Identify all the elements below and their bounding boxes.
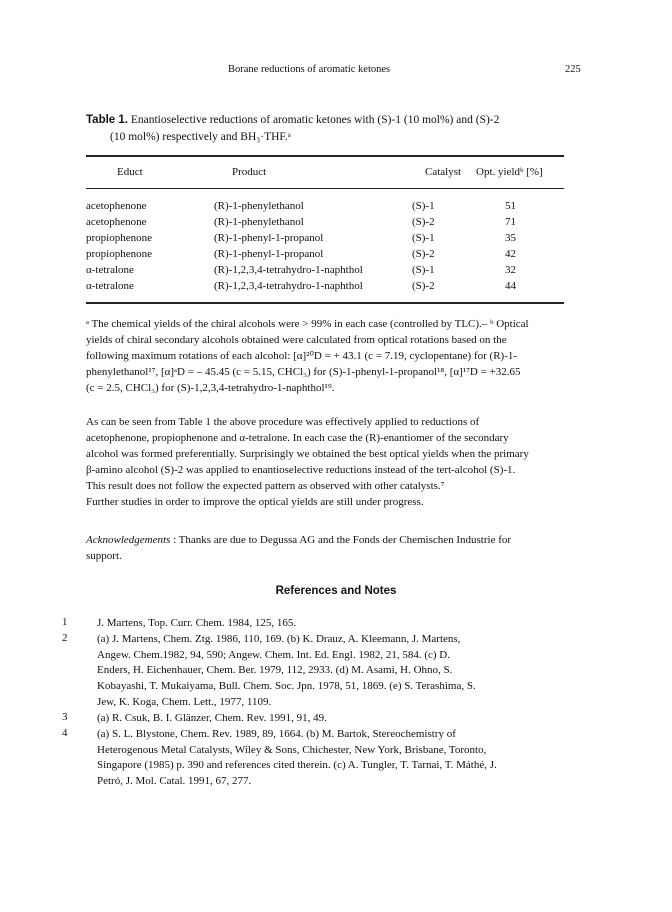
cell-product: (R)-1-phenyl-1-propanol bbox=[214, 232, 324, 244]
reference-line: Jew, K. Koga, Chem. Lett., 1977, 1109. bbox=[97, 695, 272, 708]
cell-catalyst: (S)-1 bbox=[412, 232, 435, 244]
cell-product: (R)-1-phenylethanol bbox=[214, 200, 304, 212]
reference-line: J. Martens, Top. Curr. Chem. 1984, 125, 165. bbox=[97, 617, 297, 629]
references-heading: References and Notes bbox=[275, 585, 397, 597]
cell-catalyst: (S)-1 bbox=[412, 200, 435, 212]
cell-educt: propiophenone bbox=[86, 248, 152, 260]
acknowledgements-text: support. bbox=[86, 550, 122, 562]
cell-yield: 51 bbox=[505, 200, 516, 212]
reference-line: Singapore (1985) p. 390 and references cited therein. (c) A. Tungler, T. Tarnai, T. Máthé, J. bbox=[97, 759, 497, 772]
cell-educt: acetophenone bbox=[86, 216, 147, 228]
cell-catalyst: (S)-2 bbox=[412, 280, 435, 292]
footnote-line: phenylethanol¹⁷, [α]ᵃD = – 45.45 (c = 5.15, CHCl₃) for (S)-1-phenyl-1-propanol¹⁸, [α]¹⁷D = +32.65 bbox=[86, 366, 521, 378]
footnote-line: yields of chiral secondary alcohols obtained were calculated from optical rotations based on the bbox=[86, 334, 507, 346]
reference-line: Enders, H. Eichenhauer, Chem. Ber. 1979, 112, 2933. (d) M. Asami, H. Ohno, S. bbox=[97, 664, 453, 677]
cell-yield: 32 bbox=[505, 264, 516, 276]
cell-yield: 42 bbox=[505, 248, 516, 260]
table-caption-line1: Enantioselective reductions of aromatic ketones with (S)-1 (10 mol%) and (S)-2 bbox=[130, 114, 500, 126]
reference-number: 4 bbox=[62, 727, 68, 739]
cell-product: (R)-1,2,3,4-tetrahydro-1-naphthol bbox=[214, 264, 363, 276]
table-label: Table 1. bbox=[86, 114, 128, 126]
cell-educt: α-tetralone bbox=[86, 264, 134, 276]
acknowledgements-text: : Thanks are due to Degussa AG and the Fonds der Chemischen Industrie for bbox=[170, 534, 512, 546]
page-number: 225 bbox=[565, 64, 581, 75]
cell-educt: propiophenone bbox=[86, 232, 152, 244]
col-header-opt-yield: Opt. yieldᵇ [%] bbox=[476, 166, 543, 178]
reference-text bbox=[97, 711, 567, 727]
table-caption-line2: (10 mol%) respectively and BH₃·THF.ᵃ bbox=[110, 131, 291, 143]
table-footnote bbox=[86, 316, 570, 396]
cell-catalyst: (S)-1 bbox=[412, 264, 435, 276]
reference-line: Petró, J. Mol. Catal. 1991, 67, 277. bbox=[97, 775, 252, 788]
cell-yield: 35 bbox=[505, 232, 516, 244]
cell-educt: acetophenone bbox=[86, 200, 147, 212]
acknowledgements-label: Acknowledgements bbox=[86, 534, 171, 546]
cell-catalyst: (S)-2 bbox=[412, 248, 435, 260]
cell-educt: α-tetralone bbox=[86, 280, 134, 292]
reference-line: Angew. Chem.1982, 94, 590; Angew. Chem. Int. Ed. Engl. 1982, 21, 584. (c) D. bbox=[97, 648, 450, 661]
col-header-educt: Educt bbox=[117, 166, 143, 178]
reference-line: (a) J. Martens, Chem. Ztg. 1986, 110, 169. (b) K. Drauz, A. Kleemann, J. Martens, bbox=[97, 633, 461, 645]
reference-number: 1 bbox=[62, 616, 68, 628]
cell-catalyst: (S)-2 bbox=[412, 216, 435, 228]
reference-number: 3 bbox=[62, 711, 68, 723]
body-line: Further studies in order to improve the optical yields are still under progress. bbox=[86, 496, 424, 508]
body-line: This result does not follow the expected pattern as observed with other catalysts.⁷ bbox=[86, 480, 445, 492]
table-top-rule bbox=[86, 155, 564, 157]
body-paragraph bbox=[86, 414, 570, 510]
body-line: alcohol was formed preferentially. Surprisingly we obtained the best optical yields when the primary bbox=[86, 448, 529, 460]
reference-line: Heterogenous Metal Catalysts, Wiley & Sons, Chichester, New York, Brisbane, Toronto, bbox=[97, 743, 487, 756]
cell-yield: 71 bbox=[505, 216, 516, 228]
reference-line: (a) S. L. Blystone, Chem. Rev. 1989, 89, 1664. (b) M. Bartok, Stereochemistry of bbox=[97, 728, 456, 740]
reference-line: (a) R. Csuk, B. I. Glänzer, Chem. Rev. 1991, 91, 49. bbox=[97, 712, 327, 724]
reference-line: Kobayashi, T. Mukaiyama, Bull. Chem. Soc. Jpn. 1978, 51, 1869. (e) S. Terashima, S. bbox=[97, 680, 476, 693]
table-caption bbox=[86, 112, 586, 129]
reference-text bbox=[97, 632, 567, 711]
reference-text bbox=[97, 727, 567, 790]
reference-text bbox=[97, 616, 567, 632]
cell-product: (R)-1,2,3,4-tetrahydro-1-naphthol bbox=[214, 280, 363, 292]
col-header-product: Product bbox=[232, 166, 267, 178]
body-line: acetophenone, propiophenone and α-tetralone. In each case the (R)-enantiomer of the secondary bbox=[86, 432, 509, 444]
reference-number: 2 bbox=[62, 632, 68, 644]
body-line: β-amino alcohol (S)-2 was applied to enantioselective reductions instead of the tert-alcohol (S)-1. bbox=[86, 464, 516, 476]
table-header-rule bbox=[86, 188, 564, 189]
body-line: As can be seen from Table 1 the above procedure was effectively applied to reductions of bbox=[86, 416, 480, 428]
table-bottom-rule bbox=[86, 302, 564, 304]
acknowledgements bbox=[86, 532, 570, 564]
cell-yield: 44 bbox=[505, 280, 516, 292]
cell-product: (R)-1-phenylethanol bbox=[214, 216, 304, 228]
running-title: Borane reductions of aromatic ketones bbox=[228, 64, 391, 75]
footnote-line: ᵃ The chemical yields of the chiral alcohols were > 99% in each case (controlled by TLC).– ᵇ Optical bbox=[86, 318, 529, 330]
col-header-catalyst: Catalyst bbox=[425, 166, 462, 178]
footnote-line: following maximum rotations of each alcohol: [α]²⁰D = + 43.1 (c = 7.19, cyclopentane) for (R)-1- bbox=[86, 350, 518, 362]
cell-product: (R)-1-phenyl-1-propanol bbox=[214, 248, 324, 260]
footnote-line: (c = 2.5, CHCl₃) for (S)-1,2,3,4-tetrahydro-1-naphthol¹⁹. bbox=[86, 382, 335, 394]
